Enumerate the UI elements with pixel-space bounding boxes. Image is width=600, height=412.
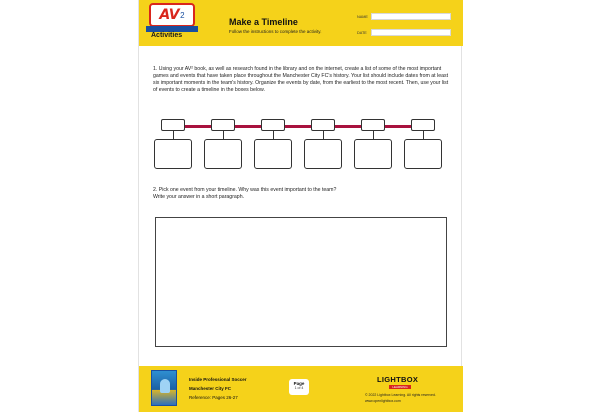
timeline-date-box[interactable] bbox=[361, 119, 385, 131]
timeline-date-box[interactable] bbox=[261, 119, 285, 131]
activities-label: Activities bbox=[151, 32, 183, 39]
timeline-connector bbox=[323, 131, 324, 139]
timeline-date-box[interactable] bbox=[411, 119, 435, 131]
logo-superscript: 2 bbox=[180, 10, 185, 20]
timeline bbox=[153, 117, 449, 172]
book-series: Inside Professional Soccer bbox=[189, 377, 247, 382]
cover-player-figure bbox=[160, 379, 170, 393]
lightbox-logo: LIGHTBOX bbox=[377, 375, 419, 384]
book-reference: Reference: Pages 26-27 bbox=[189, 395, 238, 400]
timeline-event-box[interactable] bbox=[254, 139, 292, 169]
av2-logo bbox=[149, 3, 195, 27]
timeline-event-box[interactable] bbox=[404, 139, 442, 169]
name-label: NAME bbox=[357, 15, 368, 19]
book-title: Manchester City FC bbox=[189, 386, 232, 391]
website-text: www.openlightbox.com bbox=[365, 399, 401, 403]
lightbox-learning-tag: LEARNING bbox=[389, 385, 411, 389]
timeline-date-box[interactable] bbox=[211, 119, 235, 131]
timeline-connector bbox=[223, 131, 224, 139]
worksheet-page bbox=[138, 0, 462, 412]
date-field[interactable] bbox=[371, 29, 451, 36]
timeline-connector bbox=[173, 131, 174, 139]
question-2-line-2: Write your answer in a short paragraph. bbox=[153, 194, 245, 200]
page-label: Page bbox=[293, 381, 305, 386]
timeline-event-box[interactable] bbox=[154, 139, 192, 169]
book-cover-image bbox=[151, 370, 177, 406]
footer-band bbox=[139, 366, 463, 412]
question-1-text: 1. Using your AV² book, as well as research found in the library and on the internet, create a list of some of the most important games and events that have taken place throughout the Manchester City FC's history. Your list should include dates from at least six important moments in the team's history. Organize the events by date, from the earliest to the most recent. Then, use your list of events to create a timeline in the boxes below. bbox=[153, 66, 449, 93]
page-number: 1 of 4 bbox=[294, 386, 304, 390]
timeline-date-box[interactable] bbox=[161, 119, 185, 131]
timeline-date-box[interactable] bbox=[311, 119, 335, 131]
logo-text: AV bbox=[159, 7, 180, 23]
timeline-event-box[interactable] bbox=[204, 139, 242, 169]
answer-box[interactable] bbox=[155, 217, 447, 347]
header-band bbox=[139, 0, 463, 46]
question-2-line-1: 2. Pick one event from your timeline. Why was this event important to the team? bbox=[153, 187, 337, 193]
timeline-event-box[interactable] bbox=[354, 139, 392, 169]
page-title: Make a Timeline bbox=[229, 17, 298, 27]
timeline-connector bbox=[373, 131, 374, 139]
date-label: DATE bbox=[357, 31, 367, 35]
timeline-connector bbox=[273, 131, 274, 139]
timeline-event-box[interactable] bbox=[304, 139, 342, 169]
page-subtitle: Follow the instructions to complete the activity. bbox=[229, 29, 322, 34]
page-indicator bbox=[289, 379, 309, 395]
question-2-text bbox=[153, 187, 449, 201]
name-field[interactable] bbox=[371, 13, 451, 20]
copyright-text: © 2022 Lightbox Learning. All rights reserved. bbox=[365, 393, 436, 397]
timeline-connector bbox=[423, 131, 424, 139]
